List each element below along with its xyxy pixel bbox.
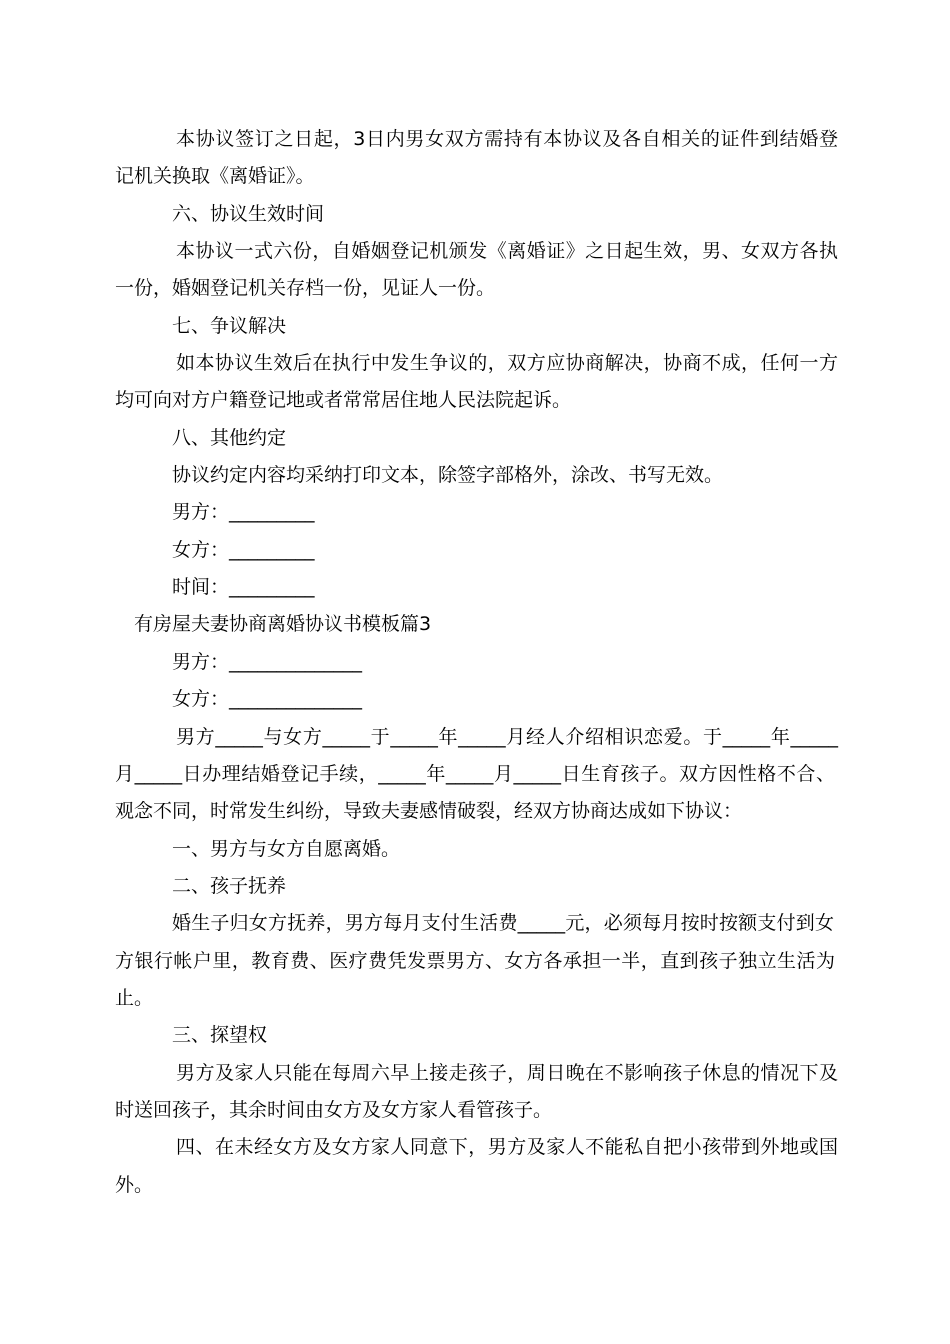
- section-heading: 一、男方与女方自愿离婚。: [172, 838, 401, 860]
- paragraph-line: 均可向对方户籍登记地或者常常居住地人民法院起诉。: [115, 389, 572, 411]
- signature-field-date: 时间：_________: [172, 576, 315, 598]
- paragraph-line: 男方及家人只能在每周六早上接走孩子，周日晚在不影响孩子休息的情况下及: [176, 1062, 838, 1084]
- paragraph-line: 四、在未经女方及女方家人同意下，男方及家人不能私自把小孩带到外地或国: [176, 1136, 838, 1158]
- section-heading: 七、争议解决: [172, 315, 287, 337]
- paragraph-line: 婚生子归女方抚养，男方每月支付生活费_____元，必须每月按时按额支付到女: [172, 912, 834, 934]
- paragraph-line: 本协议签订之日起，3日内男女双方需持有本协议及各自相关的证件到结婚登: [176, 128, 838, 150]
- paragraph-line: 止。: [115, 987, 154, 1009]
- paragraph-line: 方银行帐户里，教育费、医疗费凭发票男方、女方各承担一半，直到孩子独立生活为: [115, 950, 835, 972]
- signature-field-male: 男方：_________: [172, 501, 315, 523]
- party-field-female: 女方：______________: [172, 688, 363, 710]
- section-heading: 二、孩子抚养: [172, 875, 287, 897]
- paragraph-line: 男方_____与女方_____于_____年_____月经人介绍相识恋爱。于_____年_____: [176, 726, 838, 748]
- paragraph-line: 外。: [115, 1174, 154, 1196]
- paragraph-line: 一份，婚姻登记机关存档一份，见证人一份。: [115, 277, 496, 299]
- paragraph-line: 观念不同，时常发生纠纷，导致夫妻感情破裂，经双方协商达成如下协议：: [115, 800, 743, 822]
- section-heading: 八、其他约定: [172, 427, 287, 449]
- template-title: 有房屋夫妻协商离婚协议书模板篇3: [134, 613, 432, 635]
- paragraph-line: 本协议一式六份，自婚姻登记机颁发《离婚证》之日起生效，男、女双方各执: [176, 240, 838, 262]
- paragraph-line: 月_____日办理结婚登记手续，_____年_____月_____日生育孩子。双方因性格不合、: [115, 763, 835, 785]
- paragraph-line: 如本协议生效后在执行中发生争议的，双方应协商解决，协商不成，任何一方: [176, 352, 838, 374]
- party-field-male: 男方：______________: [172, 651, 363, 673]
- section-heading: 三、探望权: [172, 1024, 268, 1046]
- signature-field-female: 女方：_________: [172, 539, 315, 561]
- section-heading: 六、协议生效时间: [172, 203, 325, 225]
- paragraph-line: 记机关换取《离婚证》。: [115, 165, 315, 187]
- paragraph-line: 时送回孩子，其余时间由女方及女方家人看管孩子。: [115, 1099, 553, 1121]
- paragraph-line: 协议约定内容均采纳打印文本，除签字部格外，涂改、书写无效。: [172, 464, 724, 486]
